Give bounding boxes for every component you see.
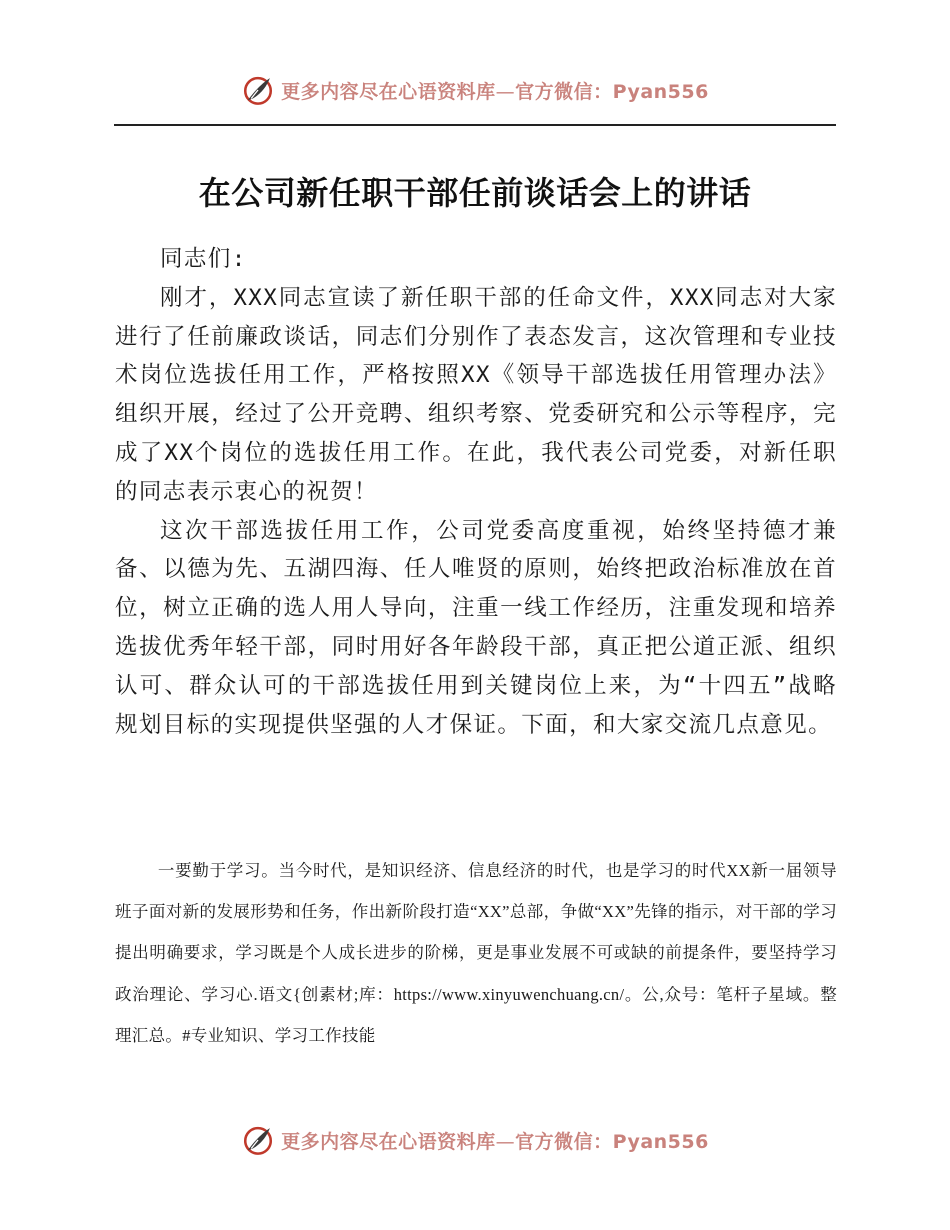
- quill-logo-icon: [241, 73, 275, 107]
- paragraph: 这次干部选拔任用工作，公司党委高度重视，始终坚持德才兼备、以德为先、五湖四海、任人唯贤的原则，始终把政治标准放在首位，树立正确的选人用人导向，注重一线工作经历，注重发现和培养选拔优秀年轻干部，同时用好各年龄段干部，真正把公道正派、组织认可、群众认可的干部选拔任用到关键岗位上来，为“十四五”战略规划目标的实现提供坚强的人才保证。下面，和大家交流几点意见。: [115, 517, 837, 738]
- document-body: [115, 240, 837, 744]
- salutation: 同志们:: [160, 246, 247, 272]
- header-watermark: [0, 70, 950, 110]
- header-divider: [114, 124, 836, 126]
- quill-logo-icon: [241, 1123, 275, 1157]
- paragraph: 刚才，XXX同志宣读了新任职干部的任命文件，XXX同志对大家进行了任前廉政谈话，同志们分别作了表态发言，这次管理和专业技术岗位选拔任用工作，严格按照XX《领导干部选拔任用管理办法》组织开展，经过了公开竞聘、组织考察、党委研究和公示等程序，完成了XX个岗位的选拔任用工作。在此，我代表公司党委，对新任职的同志表示衷心的祝贺！: [115, 284, 837, 505]
- footer-watermark: [0, 1120, 950, 1160]
- watermark-text: 更多内容尽在心语资料库—官方微信：Pyan556: [281, 1130, 709, 1153]
- watermark-text: 更多内容尽在心语资料库—官方微信：Pyan556: [281, 80, 709, 103]
- document-title: 在公司新任职干部任前谈话会上的讲话: [198, 174, 752, 212]
- small-paragraph: 一要勤于学习。当今时代，是知识经济、信息经济的时代，也是学习的时代XX新一届领导班子面对新的发展形势和任务，作出新阶段打造“XX”总部，争做“XX”先锋的指示，对干部的学习提出明确要求，学习既是个人成长进步的阶梯，更是事业发展不可或缺的前提条件，要坚持学习政治理论、学习心.语文{创素材;库：https://www.xinyuwenchuang.cn/。公,众号：笔杆子星域。整理汇总。#专业知识、学习工作技能: [115, 861, 837, 1045]
